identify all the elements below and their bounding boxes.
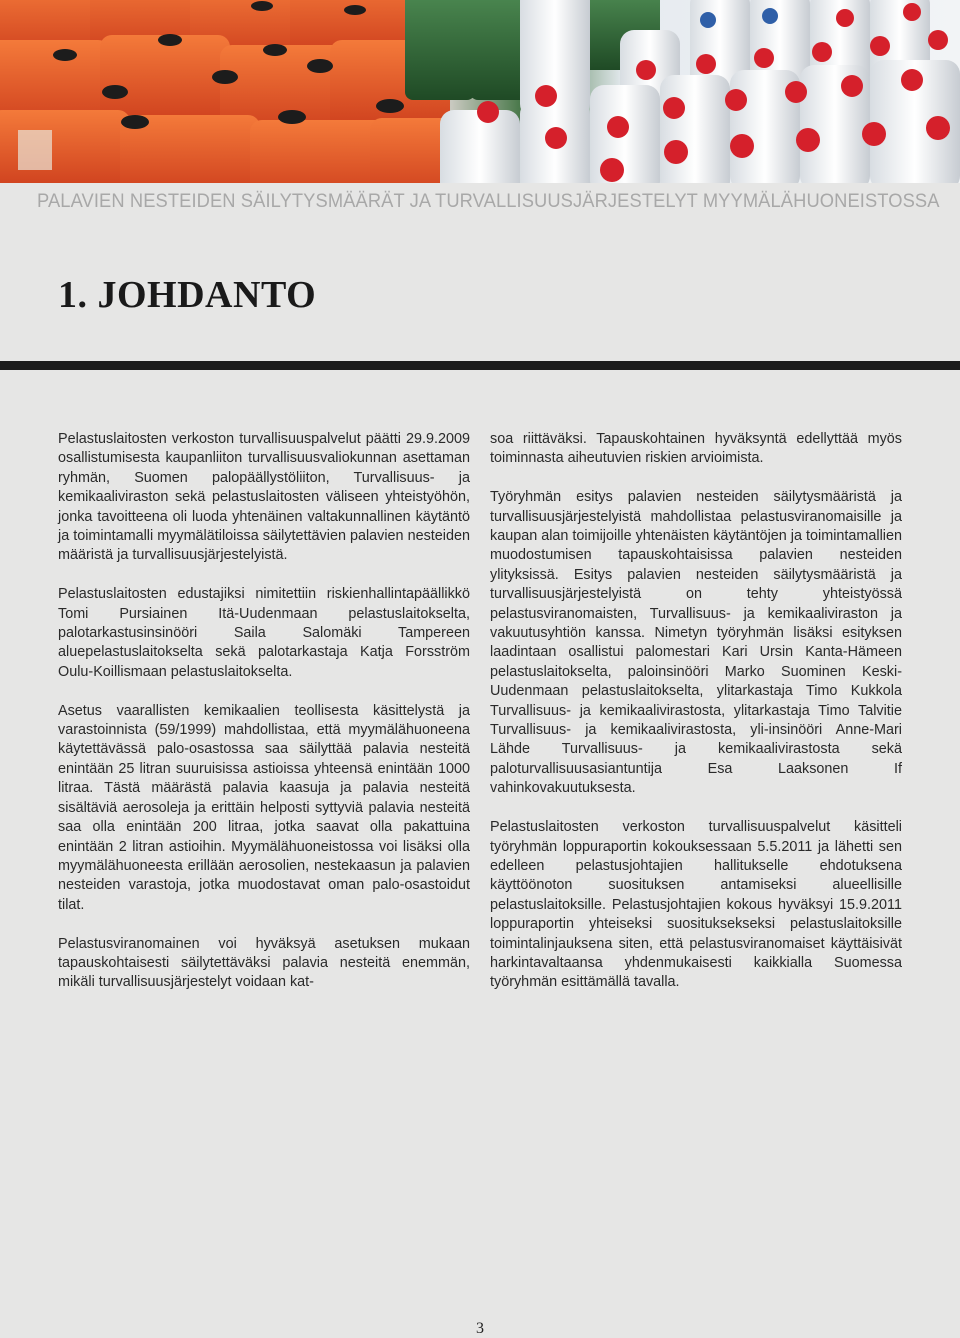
- chapter-heading: 1. JOHDANTO: [58, 274, 317, 316]
- right-column: [490, 430, 902, 1012]
- running-title: PALAVIEN NESTEIDEN SÄILYTYSMÄÄRÄT JA TURVALLISUUSJÄRJESTELYT MYYMÄLÄHUONEISTOSSA: [37, 190, 940, 212]
- paragraph: Pelastusviranomainen voi hyväksyä asetuksen mukaan tapauskohtaisesti säilytettäväksi palavia nesteitä enemmän, mikäli turvallisuusjärjestelyt voidaan kat-: [58, 935, 470, 991]
- page-number: 3: [476, 1320, 484, 1337]
- paragraph: soa riittäväksi. Tapauskohtainen hyväksyntä edellyttää myös toiminnasta aiheutuvien riskien arvioimista.: [490, 431, 902, 467]
- paragraph: Pelastuslaitosten verkoston turvallisuuspalvelut käsitteli työryhmän loppuraportin kokouksessaan 5.5.2011 ja lähetti sen edelleen pelastusjohtajien hallitukselle ehdotuksena käyttöönoton suosituksen antamiseksi alueellisille pelastuslaitoksille. Pelastusjohtajien kokous hyväksyi 15.9.2011 loppuraportin yhteiseksi suosituksekseksi pelastuslaitoksille toimintalinjauksena siten, että pelastusviranomaiset käyttäisivät harkintavaltaansa yhdenmukaisesti kaikkialla Suomessa työryhmän esittämällä tavalla.: [490, 819, 902, 991]
- paragraph: Pelastuslaitosten edustajiksi nimitettiin riskienhallintapäällikkö Tomi Pursiainen Itä-Uudenmaan pelastuslaitokselta, palotarkastusinsinööri Saila Salomäki Tampereen aluepelastuslaitokselta sekä palotarkastaja Katja Forsström Oulu-Koillismaan pelastuslaitokselta.: [58, 586, 470, 680]
- left-column: [58, 430, 470, 1012]
- header-photo: [0, 0, 960, 183]
- paragraph: Asetus vaarallisten kemikaalien teollisesta käsittelystä ja varastoinnista (59/1999) mahdollistaa, että myymälähuoneena käytettävässä palo-osastossa saa säilyttää palavia nesteitä enintään 25 litran suuruisissa astioissa yhteensä enintään 1000 litraa. Tästä määrästä palavia kaasuja ja palavia nesteitä sisältäviä aerosoleja ja erittäin helposti syttyviä palavia nesteitä saa olla enintään 200 litraa, jotka saavat olla pakattuina enintään 2 litran astioihin. Myymälähuoneistossa voi lisäksi olla myymälähuoneesta erillään aerosolien, nestekaasun ja palavien nesteiden varastoja, jotka muodostavat oman palo-osastoidut tilat.: [58, 702, 470, 913]
- paragraph: Pelastuslaitosten verkoston turvallisuuspalvelut päätti 29.9.2009 osallistumisesta kaupanliiton turvallisuusvaliokunnan asettaman ryhmän, Suomen palopäällystöliiton, Turvallisuus- ja kemikaaliviraston sekä pelastuslaitosten väliseen yhteistyöhön, jonka tavoitteena oli luoda yhtenäinen valtakunnallinen käytäntö ja toimintamalli myymälätiloissa säilytettävien palavien nesteiden määristä ja turvallisuusjärjestelyistä.: [58, 431, 470, 564]
- paragraph: Työryhmän esitys palavien nesteiden säilytysmääristä ja turvallisuusjärjestelyistä mahdollistaa pelastusviranomaisille ja kaupan alan toimijoille yhtenäisten käytäntöjen ja toimintamallien muodostumisen tapauskohtaisissa palavien nesteiden ylityksissä. Esitys palavien nesteiden säilytysmääristä ja turvallisuusjärjestelyistä on tehty yhteistyössä pelastusviranomaisten, Turvallisuus- ja kemikaaliviraston ja vakuutusyhtiön kanssa. Nimetyn työryhmän lisäksi esityksen laadintaan osallistui palomestari Kari Ursin Kanta-Hämeen pelastuslaitokselta, paloinsinööri Marko Suominen Keski-Uudenmaan pelastuslaitokselta, ylitarkastaja Timo Kukkola Turvallisuus- ja kemikaalivirastosta, ylitarkastaja Timo Talvitie Turvallisuus- ja kemikaalivirastosta, yli-insinööri Anne-Mari Lähde Turvallisuus- ja kemikaalivirastosta sekä paloturvallisuusasiantuntija Esa Laaksonen If vahinkovakuutuksesta.: [490, 489, 902, 797]
- section-divider: [0, 361, 960, 370]
- orange-canisters: [0, 0, 460, 183]
